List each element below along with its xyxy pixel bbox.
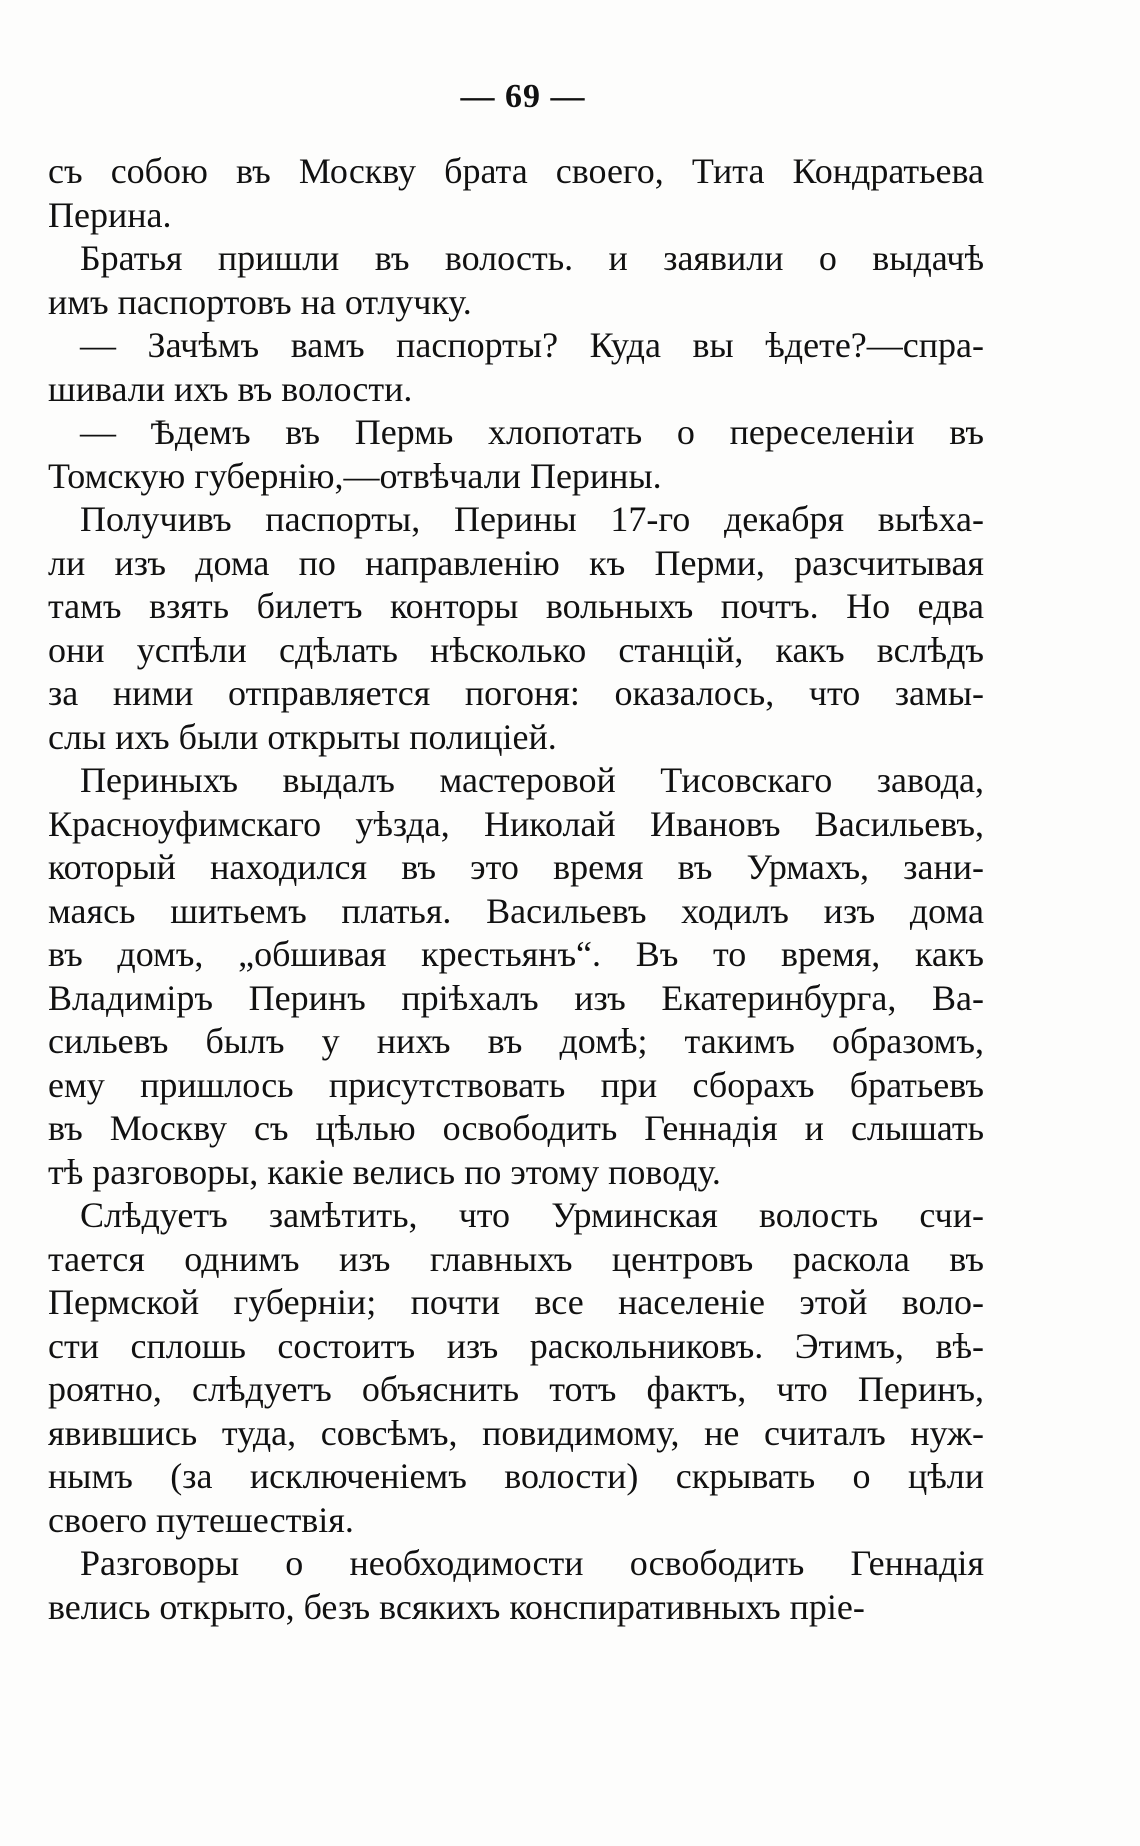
page-number: — 69 — (460, 78, 586, 115)
text-line: сти сплошь состоитъ изъ раскольниковъ. Этимъ, вѣ- (48, 1325, 984, 1366)
text-line: сильевъ былъ у нихъ въ домѣ; такимъ образомъ, (48, 1021, 984, 1061)
text-line: Разговоры о необходимости освободить Геннадiя (80, 1543, 984, 1583)
text-line: Томскую губернiю,—отвѣчали Перины. (48, 455, 662, 496)
text-line: Братья пришли въ волость. и заявили о выдачѣ (80, 238, 984, 278)
text-line: Пермской губернiи; почти все населенiе этой воло- (48, 1282, 984, 1322)
text-line: за ними отправляется погоня: оказалось, что замы- (48, 673, 984, 713)
text-line: Слѣдуетъ замѣтить, что Урминская волость счи- (80, 1195, 984, 1235)
paragraph (48, 1542, 984, 1629)
text-line: имъ паспортовъ на отлучку. (48, 281, 472, 322)
text-line: въ Москву съ цѣлью освободить Геннадiя и слышать (48, 1108, 984, 1148)
text-line: роятно, слѣдуетъ объяснить тотъ фактъ, что Перинъ, (48, 1369, 984, 1409)
paragraph (48, 498, 984, 759)
text-line: нымъ (за исключенiемъ волости) скрывать о цѣли (48, 1456, 984, 1496)
text-line: своего путешествiя. (48, 1499, 354, 1540)
text-line: ему пришлось присутствовать при сборахъ братьевъ (48, 1064, 984, 1105)
paragraph (48, 237, 984, 324)
paragraph (48, 411, 984, 498)
text-line: велись открыто, безъ всякихъ конспиративныхъ прiе- (48, 1586, 865, 1627)
text-line: слы ихъ были открыты полицiей. (48, 716, 557, 757)
text-line: — Зачѣмъ вамъ паспорты? Куда вы ѣдете?—спра- (80, 325, 984, 365)
text-line: тамъ взять билетъ конторы вольныхъ почтъ. Но едва (48, 586, 984, 626)
text-line: Получивъ паспорты, Перины 17-го декабря выѣха- (80, 499, 984, 539)
text-line: — Ѣдемъ въ Пермь хлопотать о переселенiи въ (80, 412, 984, 452)
text-line: тается однимъ изъ главныхъ центровъ раскола въ (48, 1238, 984, 1279)
text-line: Владимiръ Перинъ прiѣхалъ изъ Екатеринбурга, Ва- (48, 977, 984, 1018)
text-line: ли изъ дома по направленiю къ Перми, разсчитывая (48, 542, 984, 583)
text-line: они успѣли сдѣлать нѣсколько станцiй, какъ вслѣдъ (48, 629, 984, 670)
paragraph (48, 759, 984, 1194)
body-text (48, 150, 984, 1629)
paragraph (48, 150, 984, 237)
text-line: Периныхъ выдалъ мастеровой Тисовскаго завода, (80, 760, 984, 800)
text-line: въ домъ, „обшивая крестьянъ“. Въ то время, какъ (48, 934, 984, 974)
text-line: Перина. (48, 194, 172, 235)
text-line: съ собою въ Москву брата своего, Тита Кондратьева (48, 151, 984, 191)
text-line: тѣ разговоры, какiе велись по этому поводу. (48, 1151, 721, 1192)
text-line: Красноуфимскаго уѣзда, Николай Ивановъ Васильевъ, (48, 803, 984, 844)
text-line: шивали ихъ въ волости. (48, 368, 413, 409)
text-line: который находился въ это время въ Урмахъ, зани- (48, 847, 984, 887)
text-line: маясь шитьемъ платья. Васильевъ ходилъ изъ дома (48, 890, 984, 931)
text-line: явившись туда, совсѣмъ, повидимому, не считалъ нуж- (48, 1412, 984, 1453)
paragraph (48, 324, 984, 411)
paragraph (48, 1194, 984, 1542)
